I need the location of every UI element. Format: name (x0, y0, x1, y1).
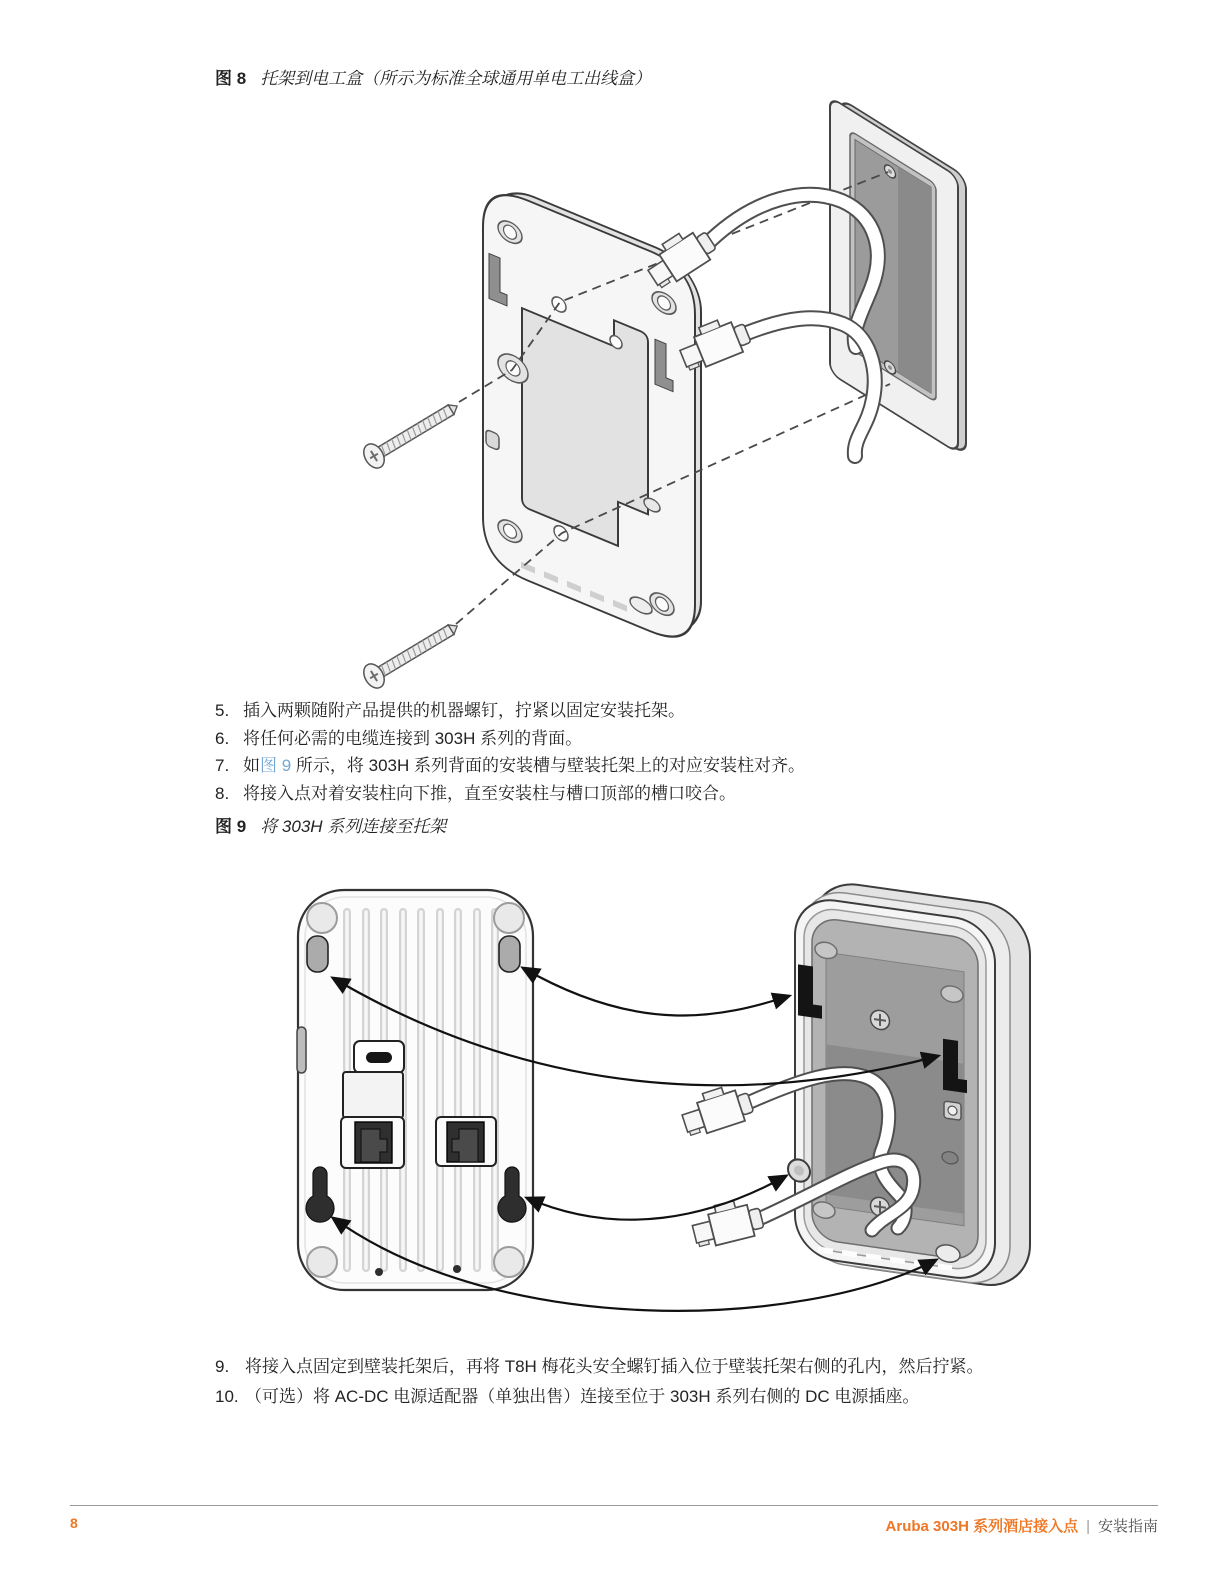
footer-separator: | (1086, 1518, 1090, 1535)
alignment-arrow (523, 968, 789, 1016)
bracket-security-screw-boss (944, 1101, 961, 1120)
figure-9-link[interactable]: 图 9 (260, 756, 292, 775)
step-item (215, 1352, 1135, 1382)
footer-product-title: Aruba 303H 系列酒店接入点 (885, 1518, 1079, 1535)
footer-rule (70, 1505, 1158, 1506)
rj45-connector-illustration (678, 1080, 756, 1138)
install-steps-9-10 (215, 1352, 1135, 1412)
rj45-port (341, 1117, 404, 1168)
ap-corner-foot (307, 1247, 337, 1277)
step-text: 插入两颗随附产品提供的机器螺钉，拧紧以固定安装托架。 (243, 701, 685, 720)
step-item (215, 697, 1135, 725)
step-item (215, 752, 1135, 780)
machine-screw-illustration (360, 615, 464, 692)
figure-8-caption-text: 托架到电工盒（所示为标准全球通用单电工出线盒） (260, 69, 652, 88)
machine-screw-illustration (360, 395, 464, 472)
ap-mounting-slot (307, 936, 328, 972)
figure-8-label: 图 8 (215, 69, 247, 88)
figure-9-caption-text: 将 303H 系列连接至托架 (260, 817, 447, 836)
step-text: 将接入点对着安装柱向下推，直至安装柱与槽口顶部的槽口咬合。 (243, 783, 736, 803)
ap-corner-foot (494, 1247, 524, 1277)
step-item (215, 1382, 1135, 1412)
figure-9-illustration (270, 850, 1060, 1360)
ap-side-slot (297, 1027, 306, 1073)
ap-corner-foot (307, 903, 337, 933)
step-item (215, 725, 1135, 753)
footer-doc-title: 安装指南 (1097, 1518, 1158, 1535)
page-number: 8 (70, 1515, 78, 1531)
step-text-post: 所示，将 303H 系列背面的安装槽与壁装托架上的对应安装柱对齐。 (291, 756, 805, 775)
ap-back-illustration (297, 890, 533, 1290)
step-text (243, 752, 805, 780)
figure-8-illustration (340, 85, 1020, 705)
step-number: 5. (215, 701, 230, 720)
step-text: 将任何必需的电缆连接到 303H 系列的背面。 (243, 728, 583, 748)
step-number: 6. (215, 728, 230, 748)
ap-corner-foot (494, 903, 524, 933)
step-text: （可选）将 AC-DC 电源适配器（单独出售）连接至位于 303H 系列右侧的 DC 电源插座。 (245, 1387, 920, 1406)
figure-9-caption (215, 812, 446, 837)
step-number: 10. (215, 1387, 239, 1406)
step-number: 8. (215, 783, 230, 803)
step-item (215, 780, 1135, 808)
step-number: 9. (215, 1357, 230, 1376)
footer (886, 1515, 1158, 1536)
rj45-port (436, 1117, 496, 1166)
micro-usb-port (354, 1041, 404, 1073)
ap-bottom-dot (375, 1268, 383, 1276)
figure-9-label: 图 9 (215, 817, 247, 836)
install-steps-5-8 (215, 697, 1135, 807)
step-number: 7. (215, 756, 230, 775)
electrical-outlet-box-illustration (830, 92, 966, 458)
ap-port-block (343, 1072, 403, 1118)
ap-mounting-slot (499, 936, 520, 972)
ap-bottom-dot (453, 1265, 461, 1273)
step-text-pre: 如 (243, 756, 260, 775)
step-text: 将接入点固定到壁装托架后，再将 T8H 梅花头安全螺钉插入位于壁装托架右侧的孔内，然后拧紧。 (245, 1357, 984, 1376)
